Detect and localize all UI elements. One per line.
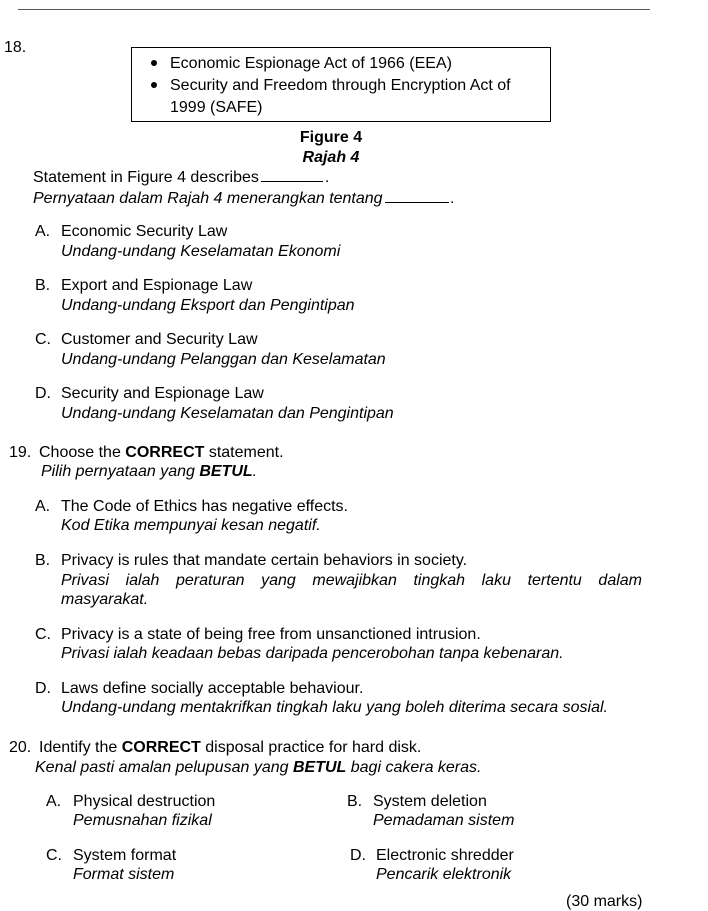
q19-stem-ms-text-end: . (252, 463, 258, 480)
q18-stem-en-text: Statement in Figure 4 describes (33, 169, 259, 186)
q18-stem-ms-text: Pernyataan dalam Rajah 4 menerangkan tentang (33, 190, 383, 207)
q20-option-d-letter: D. (350, 847, 366, 864)
q20-option-b-ms: Pemadaman sistem (373, 812, 515, 829)
figure-item-1: Economic Espionage Act of 1966 (EEA) (170, 55, 452, 72)
q19-option-c-ms: Privasi ialah keadaan bebas daripada pencerobohan tanpa kebenaran. (61, 645, 564, 662)
figure-label-ms: Rajah 4 (302, 149, 360, 166)
bullet-icon (151, 60, 157, 66)
q20-stem-en-text-end: disposal practice for hard disk. (200, 739, 422, 756)
q20-stem-en-text: Identify the (39, 739, 122, 756)
period: . (450, 190, 456, 207)
q20-option-b-en: System deletion (373, 793, 487, 810)
q19-option-a-ms: Kod Etika mempunyai kesan negatif. (61, 517, 321, 534)
q20-option-d-ms: Pencarik elektronik (376, 866, 512, 883)
top-rule (18, 9, 650, 10)
q18-option-d-ms: Undang-undang Keselamatan dan Pengintipan (61, 405, 394, 422)
q20-number: 20. (9, 739, 32, 756)
q19-stem-ms-text: Pilih pernyataan yang (41, 463, 200, 480)
q19-option-b-ms-line1: Privasi ialah peraturan yang mewajibkan tingkah laku tertentu dalam (61, 572, 642, 589)
q20-option-c-ms: Format sistem (73, 866, 175, 883)
q18-stem-ms (33, 188, 455, 208)
q19-option-a-letter: A. (35, 498, 51, 515)
q20-option-c-en: System format (73, 847, 177, 864)
q18-option-b-letter: B. (35, 277, 51, 294)
figure-item-2-continued: 1999 (SAFE) (170, 99, 263, 116)
q20-stem-ms-emphasis: BETUL (292, 759, 347, 776)
q18-stem-en (33, 167, 329, 187)
q20-option-a-letter: A. (46, 793, 62, 810)
q18-option-c-ms: Undang-undang Pelanggan dan Keselamatan (61, 351, 386, 368)
answer-blank (261, 167, 323, 182)
figure-item-2: Security and Freedom through Encryption Act of (170, 77, 511, 94)
q19-stem-en (39, 443, 284, 462)
q19-option-d-en: Laws define socially acceptable behaviour. (61, 680, 364, 697)
q19-option-b-ms-line2: masyarakat. (61, 591, 149, 608)
q19-option-d-letter: D. (35, 680, 51, 697)
q20-option-b-letter: B. (347, 793, 363, 810)
q19-number: 19. (9, 444, 32, 461)
figure-label-en: Figure 4 (299, 129, 363, 146)
q18-option-a-en: Economic Security Law (61, 223, 228, 240)
q19-stem-ms (41, 462, 257, 481)
bullet-icon (151, 82, 157, 88)
q18-option-c-en: Customer and Security Law (61, 331, 258, 348)
q20-stem-ms (35, 758, 481, 777)
q20-stem-en-emphasis: CORRECT (121, 739, 201, 756)
period: . (324, 169, 330, 186)
q19-option-d-ms: Undang-undang mentakrifkan tingkah laku yang boleh diterima secara sosial. (61, 699, 608, 716)
q19-option-c-en: Privacy is a state of being free from unsanctioned intrusion. (61, 626, 481, 643)
q19-stem-en-text: Choose the (39, 444, 126, 461)
q20-stem-ms-text-end: bagi cakera keras. (346, 759, 482, 776)
q18-option-d-letter: D. (35, 385, 51, 402)
q18-number: 18. (4, 39, 27, 56)
q19-option-a-en: The Code of Ethics has negative effects. (61, 498, 348, 515)
q19-stem-ms-emphasis: BETUL (199, 463, 253, 480)
q18-option-a-letter: A. (35, 223, 51, 240)
q20-option-d-en: Electronic shredder (376, 847, 514, 864)
q18-option-b-ms: Undang-undang Eksport dan Pengintipan (61, 297, 355, 314)
q20-option-c-letter: C. (46, 847, 62, 864)
q18-option-b-en: Export and Espionage Law (61, 277, 253, 294)
q18-option-a-ms: Undang-undang Keselamatan Ekonomi (61, 243, 341, 260)
answer-blank (385, 188, 449, 203)
total-marks: (30 marks) (566, 893, 643, 910)
q19-option-c-letter: C. (35, 626, 51, 643)
q19-option-b-letter: B. (35, 552, 51, 569)
q19-option-b-en: Privacy is rules that mandate certain behaviors in society. (61, 552, 468, 569)
q18-option-d-en: Security and Espionage Law (61, 385, 264, 402)
q20-stem-ms-text: Kenal pasti amalan pelupusan yang (35, 759, 293, 776)
q19-stem-en-emphasis: CORRECT (125, 444, 205, 461)
q20-stem-en (39, 738, 421, 757)
q19-stem-en-text-end: statement. (204, 444, 284, 461)
q20-option-a-en: Physical destruction (73, 793, 216, 810)
q20-option-a-ms: Pemusnahan fizikal (73, 812, 212, 829)
q18-option-c-letter: C. (35, 331, 51, 348)
